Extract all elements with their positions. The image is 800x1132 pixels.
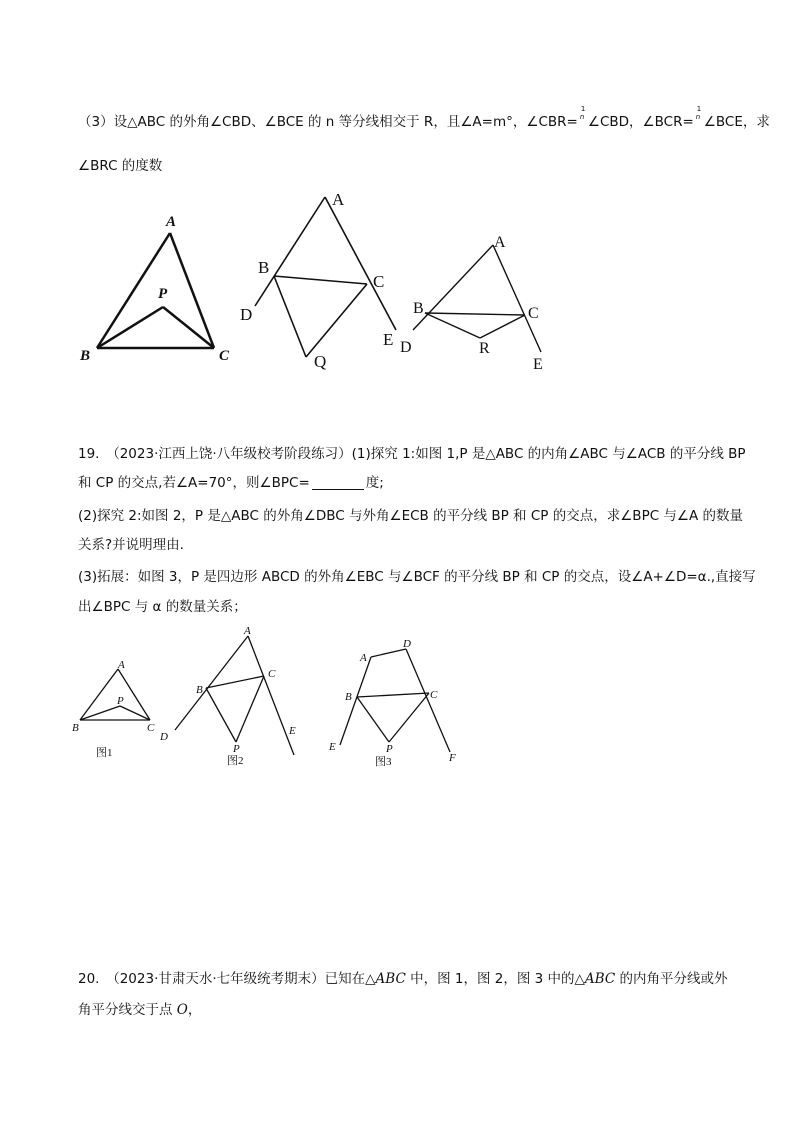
q19-fig1-label-c: C: [147, 722, 155, 734]
q18-fig2-label-c: C: [373, 272, 385, 291]
q18-fig1-label-a: A: [166, 214, 177, 230]
q19-fig3-label-d: D: [403, 638, 411, 650]
q18-fig3-label-b: B: [413, 300, 424, 317]
q19-fig2-label-c: C: [268, 668, 276, 680]
q19-fig3-label-e: E: [329, 741, 336, 753]
q18-fig2-label-b: B: [258, 258, 270, 277]
q19-fig2-triangle: [175, 636, 294, 755]
q19-line4: 关系?并说明理由.: [78, 537, 184, 553]
fraction-one-over-n: 1 n: [579, 105, 586, 121]
q19-fig1-triangle: [80, 669, 150, 720]
q18-fig3-label-c: C: [528, 305, 539, 322]
q18-fig2-label-a: A: [332, 190, 345, 209]
q18-fig1-label-c: C: [219, 348, 230, 364]
q18-fig3-label-d: D: [400, 339, 412, 356]
q19-fig3-label-p: P: [386, 743, 393, 755]
q19-line1: 19. （2023·江西上饶·八年级校考阶段练习）(1)探究 1:如图 1,P 是△ABC 的内角∠ABC 与∠ACB 的平分线 BP: [78, 446, 746, 462]
q20-line2: 角平分线交于点 O，: [78, 1002, 202, 1018]
q19-fig1-label-b: B: [72, 722, 79, 734]
q19-fig2-label-d: D: [160, 731, 168, 743]
q19-fig1-caption: 图1: [96, 747, 113, 759]
q18-fig1-label-p: P: [158, 286, 168, 302]
q18-part3-line2: ∠BRC 的度数: [78, 158, 163, 174]
q18-fig1-label-b: B: [80, 348, 91, 364]
q19-fig2-label-b: B: [196, 684, 203, 696]
q19-fig1-label-a: A: [118, 659, 125, 671]
q19-line5: (3)拓展：如图 3，P 是四边形 ABCD 的外角∠EBC 与∠BCF 的平分线 BP 和 CP 的交点，设∠A+∠D=α.,直接写: [78, 569, 756, 585]
q19-fig2-label-p: P: [233, 743, 240, 755]
fraction-one-over-n: 1 n: [695, 105, 702, 121]
q19-fig2-caption: 图2: [227, 755, 244, 767]
q19-fig3-label-c: C: [430, 689, 438, 701]
q19-fig3-label-a: A: [360, 652, 367, 664]
q19-fig1-label-p: P: [117, 695, 124, 707]
q18-fig2-label-d: D: [240, 305, 253, 324]
q19-fig2-label-a: A: [244, 625, 251, 637]
q19-line3: (2)探究 2:如图 2，P 是△ABC 的外角∠DBC 与外角∠ECB 的平分线 BP 和 CP 的交点，求∠BPC 与∠A 的数量: [78, 508, 744, 524]
q18-fig3-label-a: A: [494, 234, 506, 251]
q18-fig2-label-e: E: [383, 330, 394, 349]
q19-line6: 出∠BPC 与 α 的数量关系；: [78, 599, 247, 615]
q18-part3-line1: （3）设△ABC 的外角∠CBD、∠BCE 的 n 等分线相交于 R，且∠A=m°，∠CBR= 1 n ∠CBD，∠BCR= 1 n ∠BCE，求: [78, 105, 770, 130]
q19-fig3-label-b: B: [345, 691, 352, 703]
q20-line1: 20. （2023·甘肃天水·七年级统考期末）已知在△ABC 中，图 1，图 2，图 3 中的△ABC 的内角平分线或外: [78, 971, 728, 987]
q18-fig3-label-r: R: [479, 340, 490, 357]
q18-fig3-label-e: E: [533, 356, 543, 373]
q19-fig3-label-f: F: [449, 752, 456, 764]
q19-fig2-label-e: E: [289, 725, 296, 737]
q19-line2: 和 CP 的交点,若∠A=70°，则∠BPC= 度;: [78, 475, 384, 491]
q19-fig3-caption: 图3: [375, 756, 392, 768]
q18-fig2-label-q: Q: [314, 352, 327, 371]
